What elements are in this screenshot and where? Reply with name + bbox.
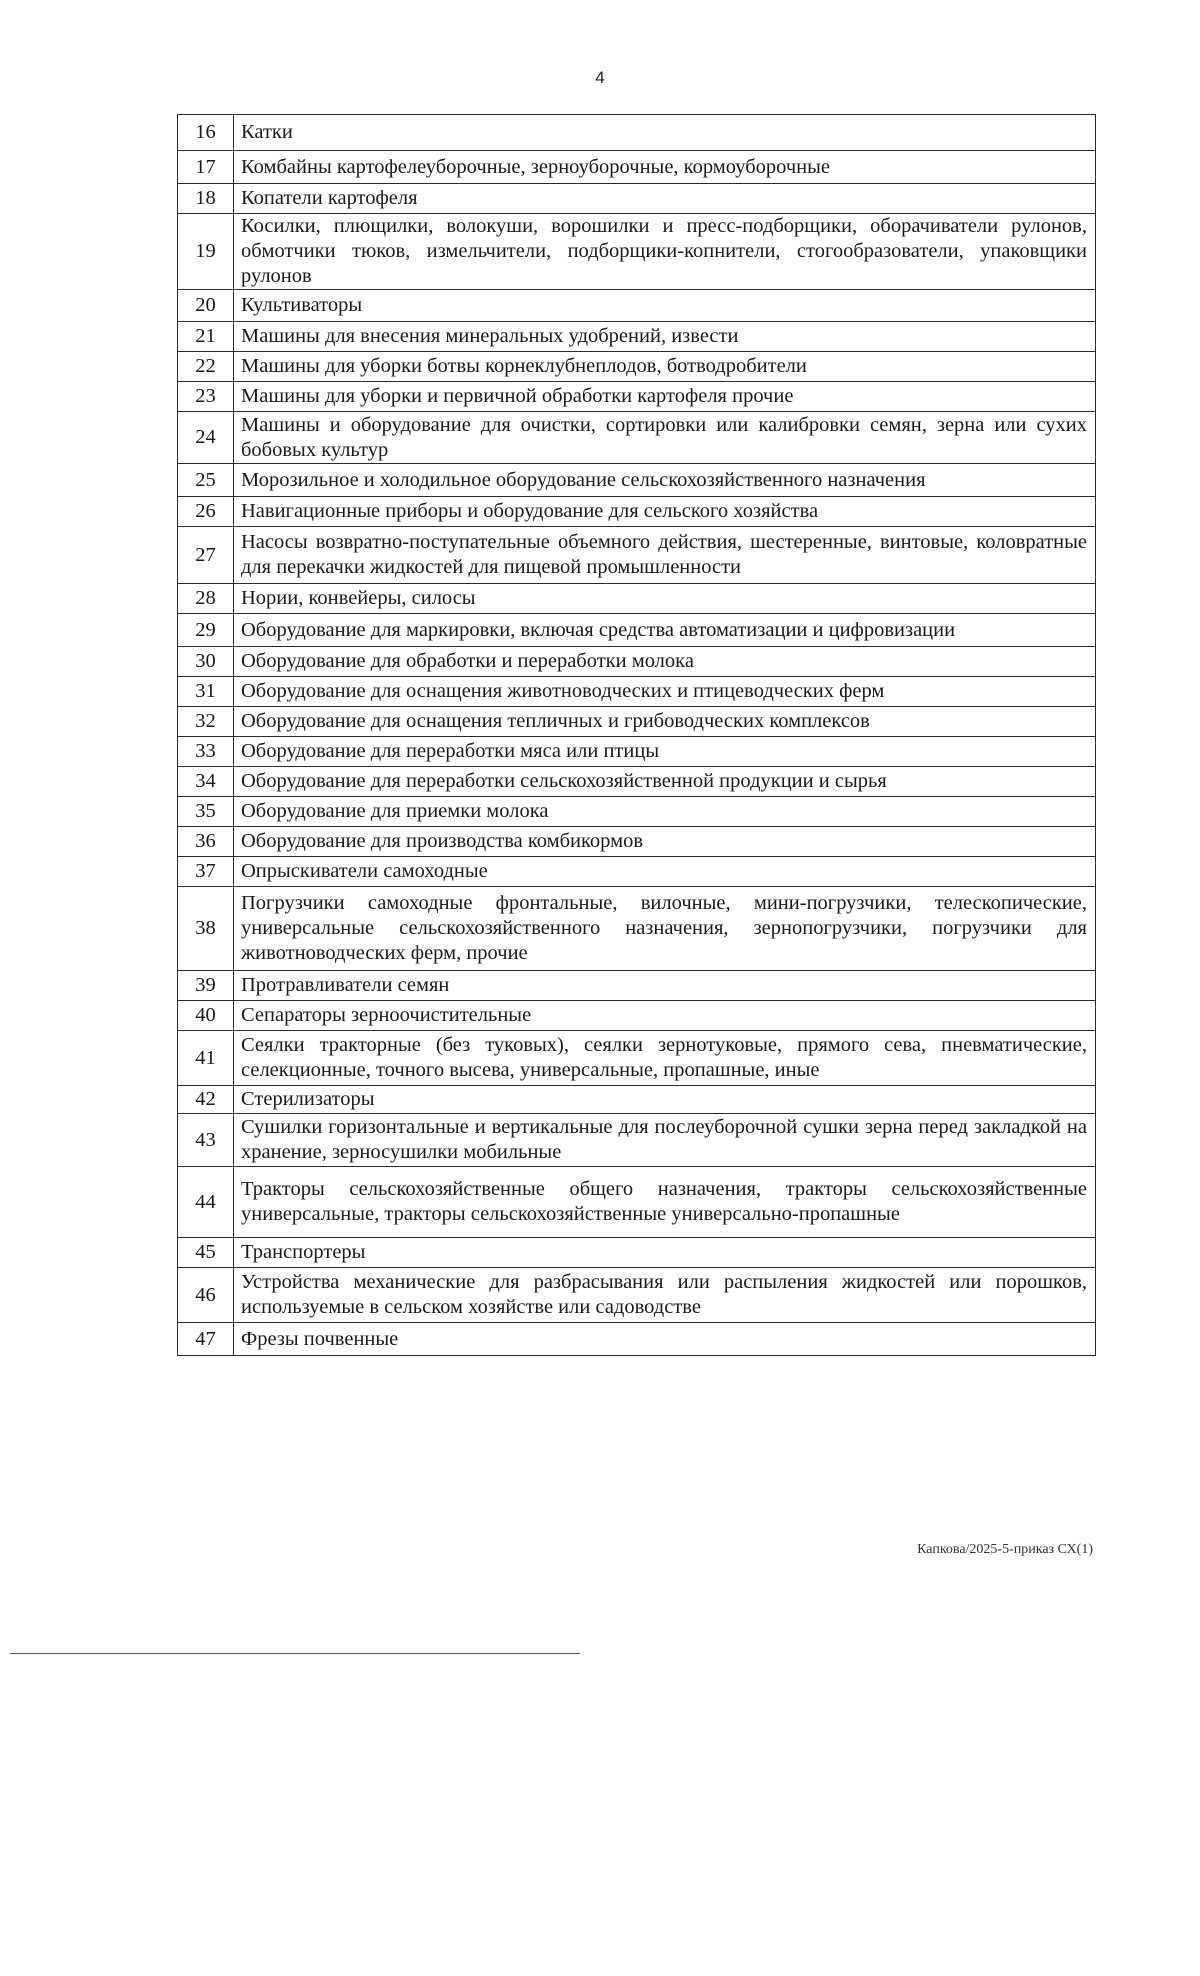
row-equipment-name: Оборудование для приемки молока xyxy=(234,797,1096,827)
row-number: 32 xyxy=(178,707,234,737)
table-row xyxy=(178,737,1096,767)
table-row xyxy=(178,827,1096,857)
row-number: 20 xyxy=(178,290,234,322)
table-row xyxy=(178,464,1096,497)
row-equipment-name: Машины для уборки и первичной обработки картофеля прочие xyxy=(234,382,1096,412)
row-equipment-name: Катки xyxy=(234,115,1096,151)
row-number: 18 xyxy=(178,184,234,214)
row-number: 37 xyxy=(178,857,234,887)
row-number: 23 xyxy=(178,382,234,412)
table-row xyxy=(178,1114,1096,1167)
row-number: 16 xyxy=(178,115,234,151)
table-row xyxy=(178,677,1096,707)
row-equipment-name: Морозильное и холодильное оборудование сельскохозяйственного назначения xyxy=(234,464,1096,497)
row-number: 24 xyxy=(178,412,234,464)
table-row xyxy=(178,1268,1096,1323)
row-number: 21 xyxy=(178,322,234,352)
row-equipment-name: Машины и оборудование для очистки, сортировки или калибровки семян, зерна или сухих бобовых культур xyxy=(234,412,1096,464)
row-equipment-name: Транспортеры xyxy=(234,1238,1096,1268)
table-row xyxy=(178,767,1096,797)
equipment-table xyxy=(177,114,1096,1356)
row-equipment-name: Нории, конвейеры, силосы xyxy=(234,584,1096,614)
row-equipment-name: Опрыскиватели самоходные xyxy=(234,857,1096,887)
row-equipment-name: Оборудование для обработки и переработки молока xyxy=(234,647,1096,677)
row-number: 43 xyxy=(178,1114,234,1167)
row-number: 26 xyxy=(178,497,234,527)
row-equipment-name: Комбайны картофелеуборочные, зерноуборочные, кормоуборочные xyxy=(234,151,1096,184)
row-equipment-name: Устройства механические для разбрасывания или распыления жидкостей или порошков, используемые в сельском хозяйстве или садоводстве xyxy=(234,1268,1096,1323)
row-equipment-name: Фрезы почвенные xyxy=(234,1323,1096,1356)
row-number: 29 xyxy=(178,614,234,647)
row-equipment-name: Копатели картофеля xyxy=(234,184,1096,214)
row-number: 39 xyxy=(178,971,234,1001)
table-row xyxy=(178,1031,1096,1086)
row-equipment-name: Культиваторы xyxy=(234,290,1096,322)
row-equipment-name: Насосы возвратно-поступательные объемного действия, шестеренные, винтовые, коловратные для перекачки жидкостей для пищевой промышленности xyxy=(234,527,1096,584)
table-row xyxy=(178,584,1096,614)
row-number: 42 xyxy=(178,1086,234,1114)
table-row xyxy=(178,352,1096,382)
table-row xyxy=(178,707,1096,737)
row-equipment-name: Сеялки тракторные (без туковых), сеялки зернотуковые, прямого сева, пневматические, селекционные, точного высева, универсальные, пропашные, иные xyxy=(234,1031,1096,1086)
row-number: 47 xyxy=(178,1323,234,1356)
row-equipment-name: Сепараторы зерноочистительные xyxy=(234,1001,1096,1031)
table-row xyxy=(178,412,1096,464)
row-number: 45 xyxy=(178,1238,234,1268)
row-number: 41 xyxy=(178,1031,234,1086)
row-number: 25 xyxy=(178,464,234,497)
footer-note: Капкова/2025-5-приказ СХ(1) xyxy=(917,1542,1093,1557)
row-number: 33 xyxy=(178,737,234,767)
equipment-table-body xyxy=(178,115,1096,1356)
table-row xyxy=(178,1167,1096,1238)
table-row xyxy=(178,214,1096,290)
row-number: 40 xyxy=(178,1001,234,1031)
table-row xyxy=(178,887,1096,971)
table-row xyxy=(178,290,1096,322)
table-row xyxy=(178,647,1096,677)
row-equipment-name: Стерилизаторы xyxy=(234,1086,1096,1114)
table-row xyxy=(178,614,1096,647)
table-row xyxy=(178,797,1096,827)
row-equipment-name: Оборудование для оснащения тепличных и грибоводческих комплексов xyxy=(234,707,1096,737)
row-equipment-name: Косилки, плющилки, волокуши, ворошилки и пресс-подборщики, оборачиватели рулонов, обмотчики тюков, измельчители, подборщики-копнители, стогообразователи, упаковщики рулонов xyxy=(234,214,1096,290)
table-row xyxy=(178,527,1096,584)
row-equipment-name: Погрузчики самоходные фронтальные, вилочные, мини-погрузчики, телескопические, универсальные сельскохозяйственного назначения, зернопогрузчики, погрузчики для животноводческих ферм, прочие xyxy=(234,887,1096,971)
footnote-separator-line xyxy=(10,1653,580,1654)
table-row xyxy=(178,497,1096,527)
row-equipment-name: Оборудование для производства комбикормов xyxy=(234,827,1096,857)
row-equipment-name: Тракторы сельскохозяйственные общего назначения, тракторы сельскохозяйственные универсальные, тракторы сельскохозяйственные универсально-пропашные xyxy=(234,1167,1096,1238)
row-equipment-name: Навигационные приборы и оборудование для сельского хозяйства xyxy=(234,497,1096,527)
table-row xyxy=(178,1238,1096,1268)
row-number: 46 xyxy=(178,1268,234,1323)
row-equipment-name: Машины для уборки ботвы корнеклубнеплодов, ботводробители xyxy=(234,352,1096,382)
table-row xyxy=(178,382,1096,412)
row-number: 35 xyxy=(178,797,234,827)
row-number: 22 xyxy=(178,352,234,382)
row-equipment-name: Сушилки горизонтальные и вертикальные для послеуборочной сушки зерна перед закладкой на хранение, зерносушилки мобильные xyxy=(234,1114,1096,1167)
row-equipment-name: Оборудование для маркировки, включая средства автоматизации и цифровизации xyxy=(234,614,1096,647)
table-row xyxy=(178,184,1096,214)
row-number: 17 xyxy=(178,151,234,184)
table-row xyxy=(178,1323,1096,1356)
row-number: 27 xyxy=(178,527,234,584)
row-equipment-name: Оборудование для оснащения животноводческих и птицеводческих ферм xyxy=(234,677,1096,707)
row-equipment-name: Оборудование для переработки сельскохозяйственной продукции и сырья xyxy=(234,767,1096,797)
row-number: 19 xyxy=(178,214,234,290)
row-number: 28 xyxy=(178,584,234,614)
page-number: 4 xyxy=(595,68,605,87)
row-number: 30 xyxy=(178,647,234,677)
table-row xyxy=(178,322,1096,352)
table-row xyxy=(178,151,1096,184)
table-row xyxy=(178,1001,1096,1031)
row-equipment-name: Машины для внесения минеральных удобрений, извести xyxy=(234,322,1096,352)
row-number: 36 xyxy=(178,827,234,857)
table-row xyxy=(178,971,1096,1001)
row-number: 34 xyxy=(178,767,234,797)
table-row xyxy=(178,115,1096,151)
row-number: 31 xyxy=(178,677,234,707)
row-number: 44 xyxy=(178,1167,234,1238)
row-equipment-name: Оборудование для переработки мяса или птицы xyxy=(234,737,1096,767)
row-equipment-name: Протравливатели семян xyxy=(234,971,1096,1001)
row-number: 38 xyxy=(178,887,234,971)
table-row xyxy=(178,1086,1096,1114)
table-row xyxy=(178,857,1096,887)
